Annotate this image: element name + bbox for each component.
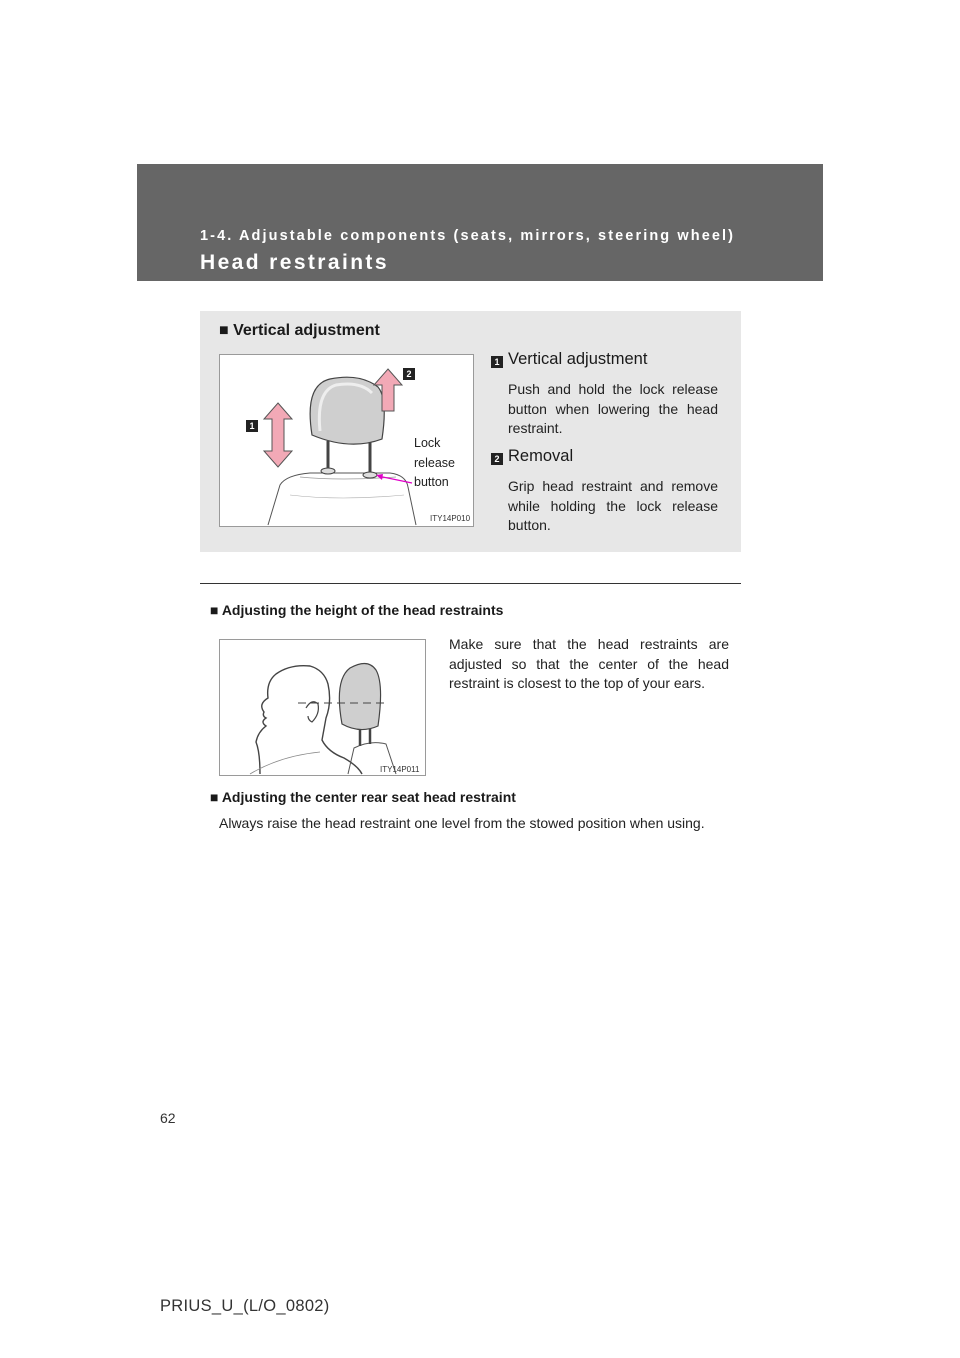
height-adjust-text: Make sure that the head restraints are adjusted so that the center of the head restraint is closest to the top of your ears. [449,636,729,691]
center-rear-text: Always raise the head restraint one level from the stowed position when using. [219,815,705,831]
step-1-description: Push and hold the lock release button when lowering the head restraint. [508,381,718,436]
label-line: button [414,475,449,489]
page-title: Head restraints [200,251,389,274]
head-profile-drawing [220,640,425,775]
step-1-badge: 1 [491,356,503,368]
head-height-illustration [219,639,426,776]
page-number: 62 [160,1110,176,1126]
section-divider [200,583,741,584]
step-2-title: Removal [508,447,574,465]
step-2-description: Grip head restraint and remove while holding the lock release button. [508,478,718,533]
label-line: release [414,455,455,470]
label-line: Lock [414,436,441,450]
vertical-adjustment-heading: ■ Vertical adjustment [219,322,380,339]
head-restraint-adjustment-illustration [219,354,474,527]
figure-step-2-badge: 2 [403,368,415,380]
figure-code: ITY14P010 [430,514,471,523]
footer-code: PRIUS_U_(L/O_0802) [160,1297,330,1315]
lock-release-button-label [414,434,455,493]
figure-code: ITY14P011 [380,765,420,774]
height-adjust-heading: ■ Adjusting the height of the head restraints [210,602,504,618]
step-2-badge: 2 [491,453,503,465]
step-1-title: Vertical adjustment [508,350,648,368]
section-title: 1-4. Adjustable components (seats, mirrors, steering wheel) [200,228,736,244]
figure-step-1-badge: 1 [246,420,258,432]
center-rear-heading: ■ Adjusting the center rear seat head restraint [210,789,516,805]
